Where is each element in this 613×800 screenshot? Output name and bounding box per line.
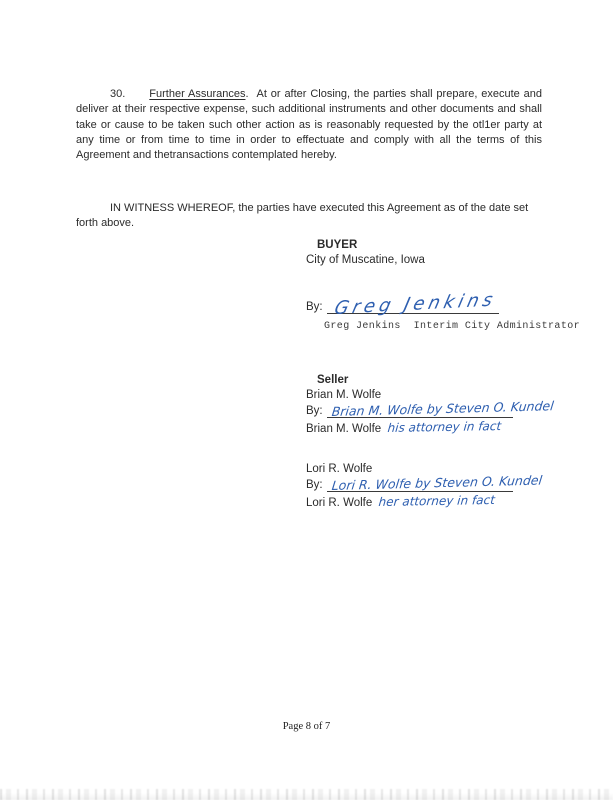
seller1-name: Brian M. Wolfe	[306, 389, 382, 401]
paragraph-heading: Further Assurances	[149, 88, 246, 100]
seller1-capacity-row	[306, 418, 513, 436]
paragraph-further-assurances	[76, 87, 542, 163]
seller-block-spacer	[306, 436, 513, 460]
seller1-by-row	[306, 398, 555, 419]
paragraph-body-text: At or after Closing, the parties shall prepare, execute and deliver at their respective expense, such additional instruments and other documents and shall take or cause to be taken such other action as is reasonably requested by the otl1er party at any time or from time to time in order to effectuate and comply with all the terms of this Agreement and thetransactions contemplated hereby.	[76, 88, 543, 162]
seller2-printed-name: Lori R. Wolfe	[306, 497, 373, 509]
seller1-by-label: By:	[306, 405, 323, 417]
buyer-signature-line	[327, 289, 499, 320]
seller2-by-label: By:	[306, 479, 323, 491]
seller-heading: Seller	[317, 374, 349, 386]
buyer-signature-scrawl: Greg Jenkins	[331, 289, 499, 320]
buyer-signature-block	[306, 238, 580, 334]
seller2-handwritten-signature: Lori R. Wolfe by Steven O. Kundel	[330, 472, 543, 493]
seller1-handwritten-capacity: his attorney in fact	[387, 418, 503, 435]
seller2-by-row	[306, 472, 543, 493]
seller1-handwritten-signature: Brian M. Wolfe by Steven O. Kundel	[330, 398, 555, 419]
seller1-signature-line	[327, 398, 555, 419]
seller2-handwritten-capacity: her attorney in fact	[378, 492, 496, 509]
buyer-name: City of Muscatine, Iowa	[306, 254, 425, 266]
buyer-by-label: By:	[306, 301, 323, 313]
paragraph-number: 30.	[110, 88, 126, 100]
page-number-footer: Page 8 of 7	[282, 721, 331, 732]
buyer-typed-name-title: Greg Jenkins Interim City Administrator	[324, 321, 581, 332]
seller-signature-block	[306, 373, 555, 510]
seller2-signature-line	[327, 472, 543, 493]
paragraph-heading-period: .	[245, 88, 249, 100]
seller1-printed-name: Brian M. Wolfe	[306, 423, 382, 435]
scan-edge-artifact	[0, 789, 613, 800]
witness-clause: IN WITNESS WHEREOF, the parties have executed this Agreement as of the date set forth above.	[76, 202, 529, 230]
seller2-capacity-row	[306, 492, 513, 510]
buyer-heading: BUYER	[317, 239, 358, 251]
seller2-name: Lori R. Wolfe	[306, 463, 373, 475]
buyer-by-row	[306, 289, 580, 320]
